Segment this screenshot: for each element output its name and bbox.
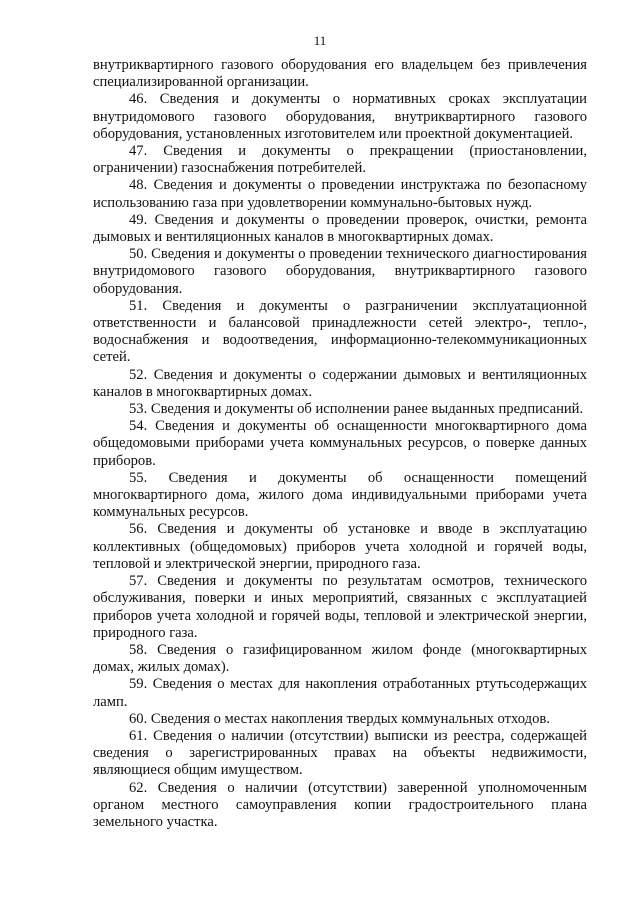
paragraph-item-60: 60. Сведения о местах накопления твердых коммунальных отходов. (129, 710, 550, 727)
paragraph-item-56: 56. Сведения и документы об установке и вводе в эксплуатацию коллективных (общедомовых) приборов учета холодной и горячей воды, тепловой и электрической энергии, природного газа. (93, 521, 587, 572)
paragraph-item-59: 59. Сведения о местах для накопления отработанных ртутьсодержащих ламп. (93, 676, 587, 710)
paragraph-item-51: 51. Сведения и документы о разграничении эксплуатационной ответственности и балансовой принадлежности сетей электро-, тепло-, водоснабжения и водоотведения, информационно-телекоммуникационных сетей. (93, 297, 587, 366)
paragraph-item-55: 55. Сведения и документы об оснащенности помещений многоквартирного дома, жилого дома индивидуальными приборами учета коммунальных ресурсов. (93, 469, 587, 521)
paragraph-item-61: 61. Сведения о наличии (отсутствии) выписки из реестра, содержащей сведения о зарегистрированных правах на объекты недвижимости, являющиеся общим имуществом. (93, 727, 587, 779)
page-number: 11 (313, 33, 327, 48)
paragraph-item-58: 58. Сведения о газифицированном жилом фонде (многоквартирных домах, жилых домах). (93, 641, 587, 676)
paragraph-item-62: 62. Сведения о наличии (отсутствии) заверенной уполномоченным органом местного самоуправления копии градостроительного плана земельного участка. (93, 779, 587, 830)
paragraph-item-57: 57. Сведения и документы по результатам осмотров, технического обслуживания, поверки и иных мероприятий, связанных с эксплуатацией приборов учета холодной и горячей воды, тепловой и электрической энергии, природного газа. (93, 573, 587, 641)
paragraph-continuation: внутриквартирного газового оборудования его владельцем без привлечения специализированной организации. (93, 57, 587, 91)
paragraph-item-50: 50. Сведения и документы о проведении технического диагностирования внутридомового газового оборудования, внутриквартирного газового оборудования. (93, 246, 587, 297)
paragraph-item-54: 54. Сведения и документы об оснащенности многоквартирного дома общедомовыми приборами учета коммунальных ресурсов, о поверке данных приборов. (93, 418, 587, 469)
paragraph-item-52: 52. Сведения и документы о содержании дымовых и вентиляционных каналов в многоквартирных домах. (93, 366, 587, 400)
paragraph-item-46: 46. Сведения и документы о нормативных сроках эксплуатации внутридомового газового оборудования, внутриквартирного газового оборудования, установленных изготовителем или проектной документацией. (93, 91, 587, 142)
document-body (93, 57, 587, 831)
paragraph-item-48: 48. Сведения и документы о проведении инструктажа по безопасному использованию газа при удовлетворении коммунально-бытовых нужд. (93, 177, 587, 211)
paragraph-item-47: 47. Сведения и документы о прекращении (приостановлении, ограничении) газоснабжения потребителей. (93, 143, 587, 177)
paragraph-item-49: 49. Сведения и документы о проведении проверок, очистки, ремонта дымовых и вентиляционных каналов в многоквартирных домах. (93, 211, 587, 246)
paragraph-item-53: 53. Сведения и документы об исполнении ранее выданных предписаний. (129, 401, 584, 418)
